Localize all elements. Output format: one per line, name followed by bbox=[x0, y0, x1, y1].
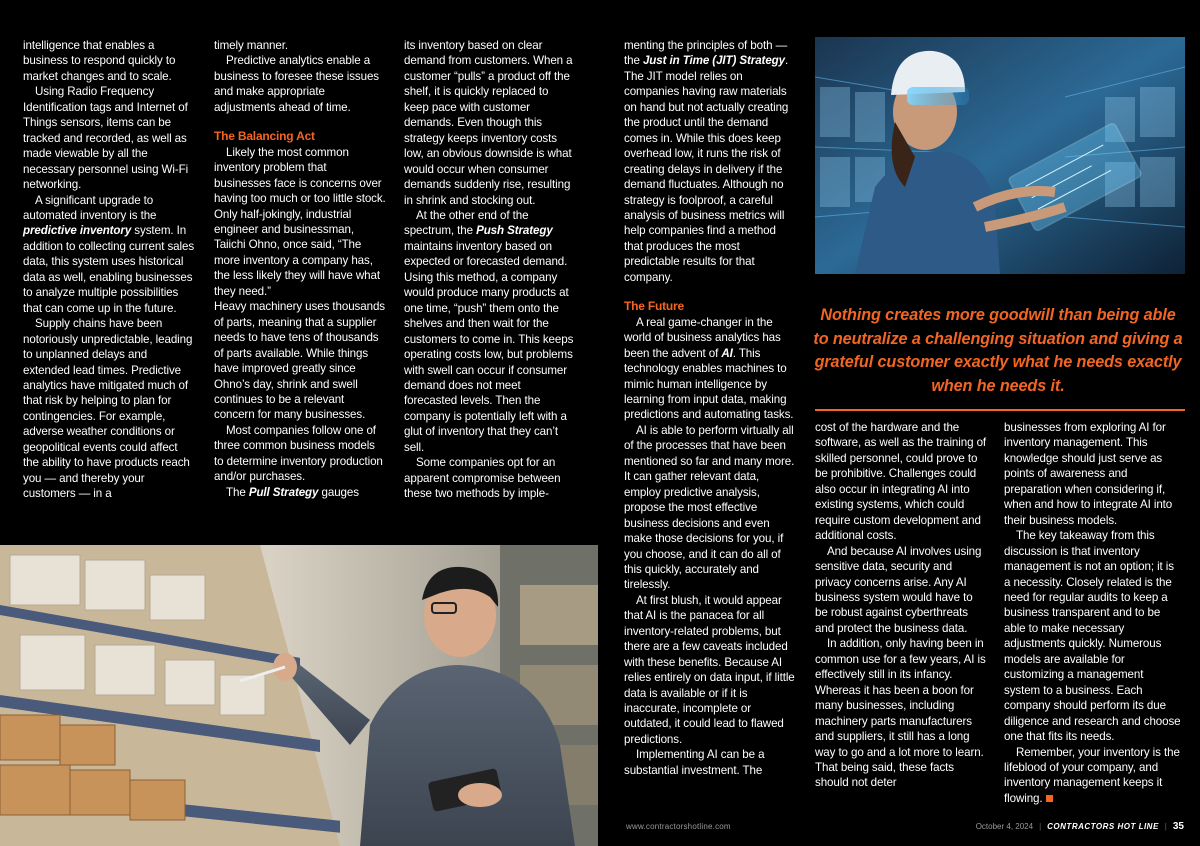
paragraph bbox=[624, 315, 795, 423]
footer-logo: CONTRACTORS HOT LINE bbox=[1047, 822, 1159, 831]
photo-ai-warehouse-worker bbox=[815, 37, 1185, 274]
text-run: menting the principles of both — the bbox=[624, 39, 788, 68]
paragraph: Likely the most common inventory problem that businesses face is concerns over having too much or too little stock. Only half-jokingly, industrial engineer and businessman, Taiichi Ohno, once said, “The more inventory a company has, the less likely they will have what they need.” bbox=[214, 145, 386, 298]
paragraph: Predictive analytics enable a business to foresee these issues and make appropriate adjustments ahead of time. bbox=[214, 54, 380, 114]
text-run: A significant upgrade to automated inventory is the bbox=[23, 193, 157, 222]
article-column-6 bbox=[1004, 420, 1182, 806]
text-run: . The JIT model relies on companies having raw materials on hand but not actually creating the product until the demand comes in. While this does keep overhead low, it runs the risk of creating delays in delivery if the demand fluctuates. Although no strategy is foolproof, a careful analysis of business metrics will help companies find a method that produces the most predictable results for that company. bbox=[624, 54, 789, 284]
paragraph bbox=[1004, 745, 1182, 807]
text-run: At the other end of the spectrum, the bbox=[404, 208, 529, 238]
paragraph: its inventory based on clear demand from customers. When a customer “pulls” a product off the shelf, it is quickly replaced to keep pace with customer demands. Even though this strategy keeps inventory costs low, an obvious downside is what would occur when consumer demands suddenly rise, resulting in shrink and stocking out. bbox=[404, 39, 573, 207]
paragraph: intelligence that enables a business to respond quickly to market changes and to scale. bbox=[23, 39, 176, 83]
term-pull-strategy: Pull Strategy bbox=[248, 485, 319, 499]
term-ai: AI bbox=[721, 346, 733, 360]
text-run: Remember, your inventory is the lifeblood of your company, and inventory management keeps it flowing. bbox=[1004, 745, 1180, 805]
paragraph: cost of the hardware and the software, as well as the training of skilled personnel, could prove to be prohibitive. Challenges could also occur in integrating AI into existing systems, which could require custom development and additional costs. bbox=[815, 421, 987, 543]
end-of-article-mark bbox=[1046, 795, 1053, 802]
paragraph bbox=[23, 193, 195, 317]
paragraph bbox=[404, 208, 576, 455]
warehouse-worker-illustration bbox=[0, 545, 598, 846]
paragraph: At first blush, it would appear that AI is the panacea for all inventory-related problems, but there are a few caveats included with these benefits. Because AI relies entirely on data input, if little data is available or if it is inaccurate, incomplete or outdated, it could lead to flawed predictions. bbox=[624, 593, 795, 746]
article-column-4 bbox=[624, 38, 795, 778]
paragraph bbox=[624, 38, 795, 285]
pull-quote-bottom-rule bbox=[815, 409, 1185, 411]
footer-separator: | bbox=[1164, 822, 1167, 831]
paragraph: In addition, only having been in common use for a few years, AI is effectively still in its infancy. Whereas it has been a boon for many businesses, including machinery parts manufacturers and suppliers, it still has a long way to go and a lot more to learn. That being said, these facts should not deter bbox=[815, 637, 986, 790]
article-column-5 bbox=[815, 420, 987, 791]
article-column-1 bbox=[23, 38, 195, 502]
paragraph bbox=[214, 485, 386, 500]
paragraph: And because AI involves using sensitive data, security and privacy concerns arise. Any AI business system would have to be robust against cyberthreats and protect the business data. bbox=[815, 544, 982, 635]
page-number: 35 bbox=[1172, 821, 1184, 832]
text-run: The bbox=[226, 485, 249, 499]
text-run: system. In addition to collecting current sales data, this system uses historical data as well, enabling businesses to analyze multiple possibilities that can come up in the future. bbox=[23, 224, 195, 315]
text-run: . This technology enables machines to mimic human intelligence by learning from input data, making predictions and automating tasks. bbox=[624, 346, 794, 422]
text-run: maintains inventory based on expected or forecasted demand. Using this method, a company would produce many products at one time, “push” them onto the shelves and then wait for the customers to come in. This keeps operating costs low, but problems with swell can occur if consumer demand does not meet forecasted levels. Then the company is potentially left with a glut of inventory that they can’t sell. bbox=[404, 239, 574, 454]
footer-folio bbox=[976, 821, 1184, 832]
term-predictive-inventory: predictive inventory bbox=[23, 224, 132, 238]
section-heading-the-future: The Future bbox=[624, 299, 684, 314]
footer-separator: | bbox=[1039, 822, 1042, 831]
paragraph: timely manner. bbox=[214, 39, 288, 52]
text-run: gauges bbox=[318, 485, 359, 499]
footer-website-url: www.contractorshotline.com bbox=[626, 822, 731, 831]
paragraph: Using Radio Frequency Identification tags and Internet of Things sensors, items can be tracked and recorded, as well as made viewable by all the necessary personnel using Wi-Fi networking. bbox=[23, 85, 189, 192]
ai-worker-illustration bbox=[815, 37, 1185, 274]
term-push-strategy: Push Strategy bbox=[476, 224, 553, 238]
photo-warehouse-worker bbox=[0, 545, 598, 846]
footer-date: October 4, 2024 bbox=[975, 822, 1034, 831]
article-column-2 bbox=[214, 38, 386, 500]
paragraph: The key takeaway from this discussion is that inventory management is not an option; it is a necessity. Closely related is the need for regular audits to keep a business transparent and to be able to make necessary adjustments quickly. Numerous models are available for customizing a management system to a business. Each company should perform its due diligence and research and choose one that fits its needs. bbox=[1004, 529, 1181, 744]
paragraph: AI is able to perform virtually all of the processes that have been mentioned so far and many more. It can gather relevant data, employ predictive analysis, propose the most effective business decisions and even make those decisions for you, if you choose, and it can do all of this quickly, accurately and tirelessly. bbox=[624, 423, 795, 592]
paragraph: businesses from exploring AI for inventory management. This knowledge should just serve as points of awareness and preparation when considering if, when and how to integrate AI into their business models. bbox=[1004, 421, 1173, 527]
paragraph: Implementing AI can be a substantial investment. The bbox=[624, 748, 765, 777]
article-column-3 bbox=[404, 38, 576, 502]
paragraph: Supply chains have been notoriously unpredictable, leading to unplanned delays and extended lead times. Predictive analytics have mitigated much of that risk by helping to plan for contingencies. For example, adverse weather conditions or geopolitical events could affect the ability to have products reach you — and thereby your customers — in a bbox=[23, 317, 193, 501]
section-heading-balancing-act: The Balancing Act bbox=[214, 129, 315, 144]
pull-quote: Nothing creates more goodwill than being able to neutralize a challenging situation and giving a grateful customer exactly what he needs exactly when he needs it. bbox=[813, 306, 1183, 395]
paragraph: Most companies follow one of three common business models to determine inventory production and/or purchases. bbox=[214, 423, 383, 484]
term-jit-strategy: Just in Time (JIT) Strategy bbox=[642, 54, 785, 68]
text-run: A real game-changer in the world of business analytics has been the advent of bbox=[624, 315, 781, 360]
paragraph: Heavy machinery uses thousands of parts, meaning that a supplier needs to have tens of thousands of parts available. While things have improved greatly since Ohno’s day, shrink and swell continues to be a relevant concern for many businesses. bbox=[214, 300, 385, 422]
paragraph: Some companies opt for an apparent compromise between these two methods by imple- bbox=[404, 456, 561, 501]
